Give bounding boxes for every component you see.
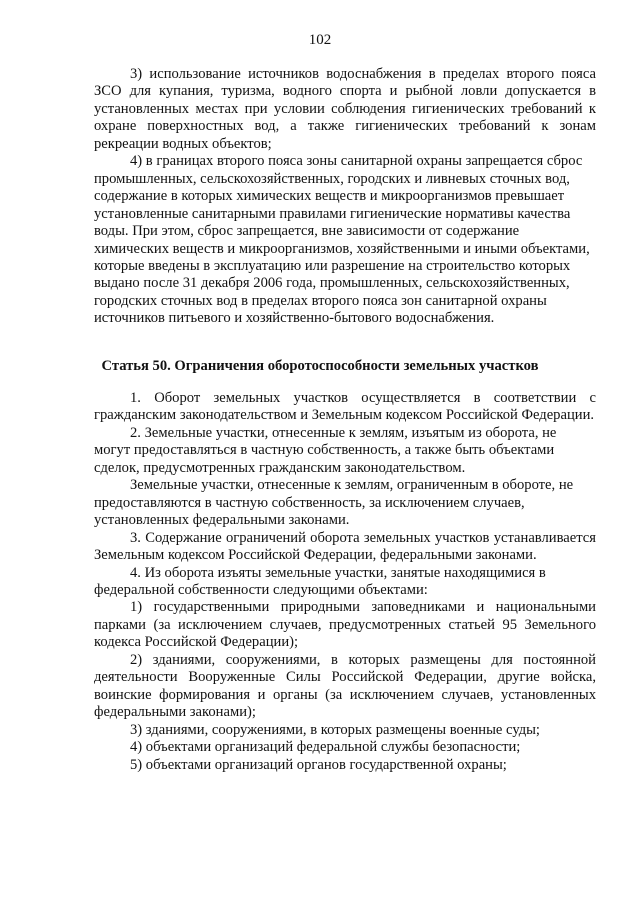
list-item-1-reserves: 1) государственными природными заповедниками и национальными парками (за исключением случаев, предусмотренных статьей 95 Земельного кодекса Российской Федерации); bbox=[94, 599, 596, 651]
paragraph-4-withdrawn-objects: 4. Из оборота изъяты земельные участки, занятые находящимися в федеральной собственности следующими объектами: bbox=[94, 564, 546, 598]
list-item-2-armed-forces: 2) зданиями, сооружениями, в которых размещены для постоянной деятельности Вооруженные Силы Российской Федерации, другие войска, воинские формирования и органы (за исключением случаев, установленных федеральными законами); bbox=[94, 651, 596, 721]
list-item-4-security-service: 4) объектами организаций федеральной службы безопасности; bbox=[130, 739, 521, 756]
water-protection-clauses bbox=[94, 66, 596, 328]
clause-4-wastewater: 4) в границах второго пояса зоны санитарной охраны запрещается сброс промышленных, сельскохозяйственных, городских и ливневых сточных вод, содержание в которых химических веществ и микроорганизмов превышает установленные санитарными правилами гигиенические нормативы качества воды. При этом, сброс запрещается, вне зависимости от содержание химических веществ и микроорганизмов, хозяйственными и иными объектами, которые введены в эксплуатацию или разрешение на строительство которых выдано после 31 декабря 2006 года, промышленных, сельскохозяйственных, городских сточных вод в пределах второго пояса зон санитарной охраны источников питьевого и хозяйственно-бытового водоснабжения. bbox=[94, 153, 590, 327]
paragraph-restricted-lands: Земельные участки, отнесенные к землям, ограниченным в обороте, не предоставляются в частную собственность, за исключением случаев, установленных федеральными законами. bbox=[94, 477, 574, 529]
paragraph-2-withdrawn-lands: 2. Земельные участки, отнесенные к землям, изъятым из оборота, не могут предоставляться в частную собственность, а также быть объектами сделок, предусмотренных гражданским законодательством. bbox=[94, 424, 557, 476]
paragraph-3-restrictions: 3. Содержание ограничений оборота земельных участков устанавливается Земельным кодексом Российской Федерации, федеральными законами. bbox=[94, 529, 596, 564]
clause-3-recreation: 3) использование источников водоснабжения в пределах второго пояса ЗСО для купания, туризма, водного спорта и рыбной ловли допускается в установленных местах при условии соблюдения гигиенических требований к охране поверхностных вод, а также гигиенических требований к зонам рекреации водных объектов; bbox=[94, 66, 596, 152]
article-50-heading: Статья 50. Ограничения оборотоспособности земельных участков bbox=[101, 358, 539, 374]
page-number: 102 bbox=[308, 32, 332, 48]
article-50-body bbox=[94, 390, 596, 774]
list-item-3-military-courts: 3) зданиями, сооружениями, в которых размещены военные суды; bbox=[130, 721, 540, 738]
list-item-5-state-protection: 5) объектами организаций органов государственной охраны; bbox=[130, 756, 507, 773]
paragraph-1-circulation: 1. Оборот земельных участков осуществляется в соответствии с гражданским законодательством и Земельным кодексом Российской Федерации. bbox=[94, 390, 596, 424]
